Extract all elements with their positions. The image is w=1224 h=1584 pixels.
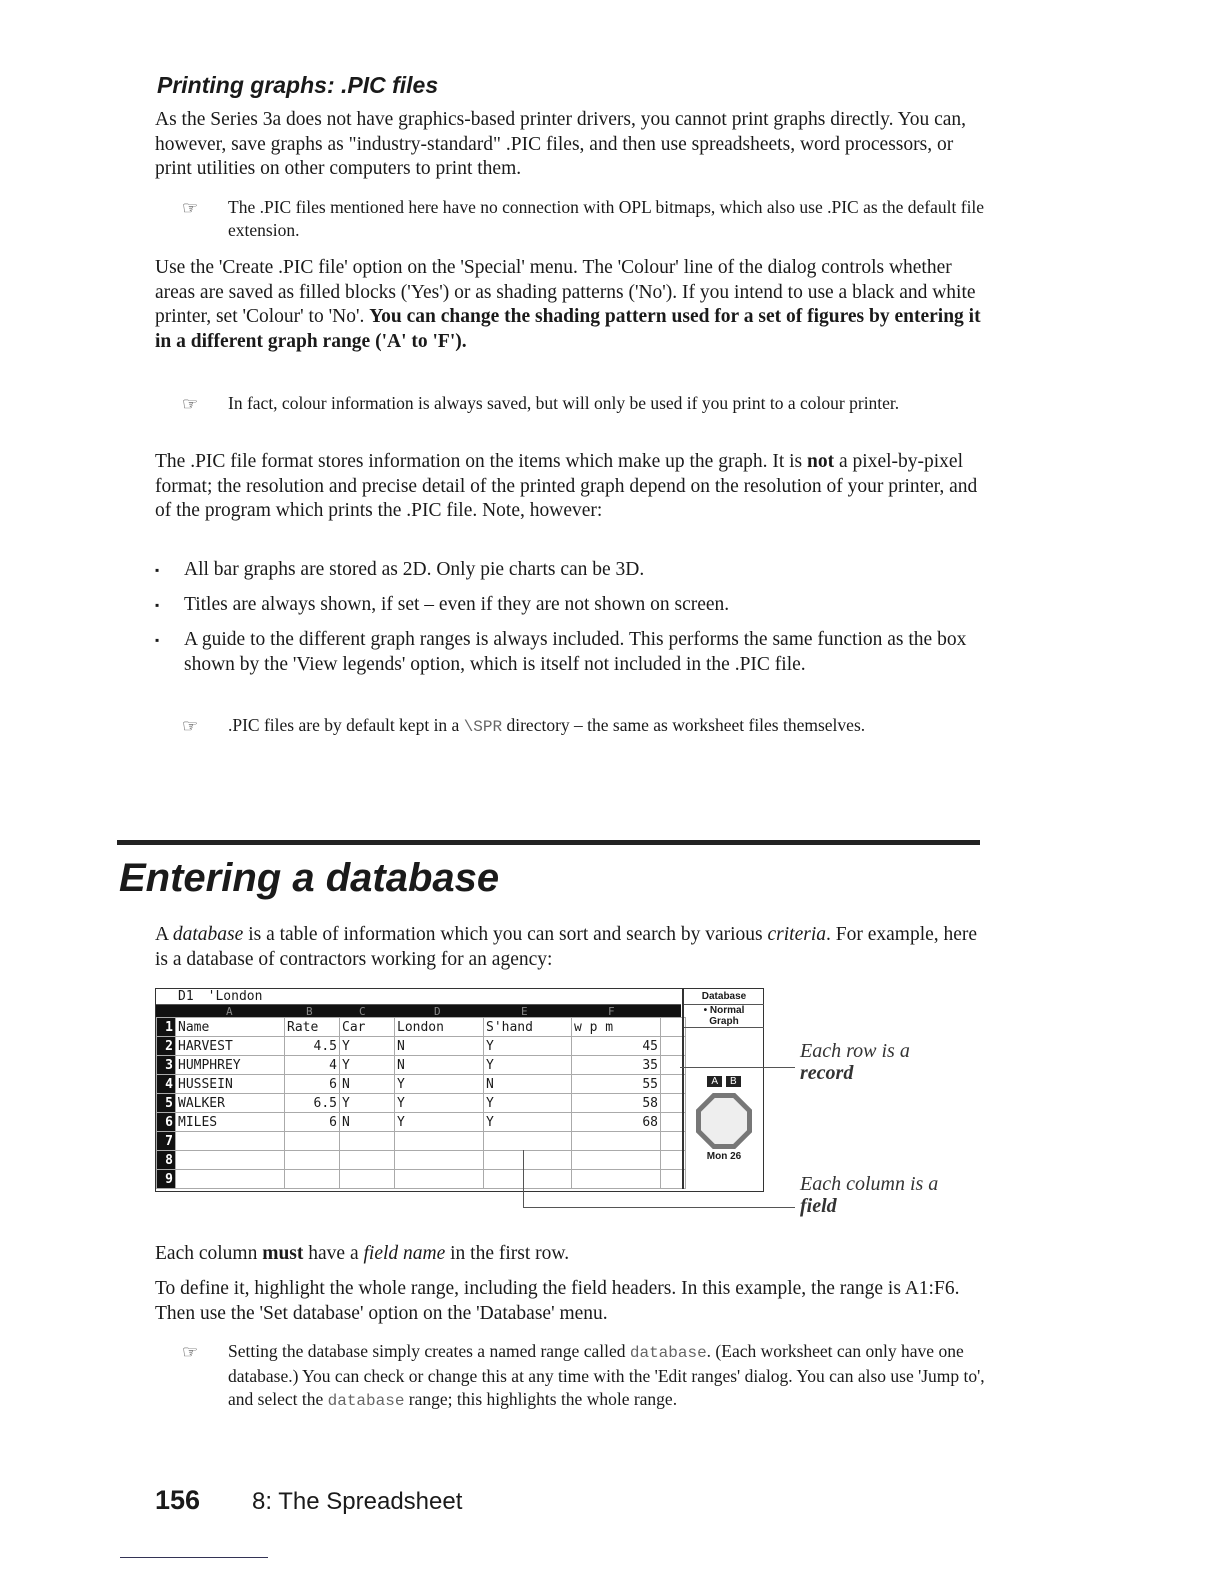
column-header: A xyxy=(226,1005,233,1018)
table-cell: Y xyxy=(340,1094,395,1113)
pointing-hand-icon: ☞ xyxy=(182,1342,199,1362)
table-cell: Y xyxy=(484,1056,572,1075)
text: .PIC files are by default kept in a xyxy=(228,715,464,735)
annotation-column xyxy=(800,1173,938,1217)
note xyxy=(182,196,988,242)
cell-value: 'London xyxy=(207,989,263,1004)
paragraph xyxy=(155,450,985,524)
date-display: Mon 26 xyxy=(706,1151,742,1162)
table-cell xyxy=(395,1170,484,1189)
table-cell: Y xyxy=(395,1113,484,1132)
italic-text: field name xyxy=(363,1243,446,1264)
table-cell xyxy=(285,1132,340,1151)
table-cell: 45 xyxy=(572,1037,661,1056)
table-cell: Name xyxy=(176,1018,285,1037)
clock-icon xyxy=(696,1093,752,1149)
spreadsheet-grid xyxy=(156,1017,686,1189)
table-cell: N xyxy=(395,1037,484,1056)
paragraph xyxy=(155,256,985,354)
text: The .PIC file format stores information on the items which make up the graph. It is xyxy=(155,451,808,472)
table-cell: w p m xyxy=(572,1018,661,1037)
table-cell: 35 xyxy=(572,1056,661,1075)
code-text: database xyxy=(327,1392,405,1410)
table-cell xyxy=(340,1151,395,1170)
indicator-b: B xyxy=(726,1076,741,1087)
table-cell: London xyxy=(395,1018,484,1037)
paragraph xyxy=(155,923,985,972)
table-cell: 55 xyxy=(572,1075,661,1094)
spreadsheet-screenshot xyxy=(155,988,764,1192)
table-cell: 68 xyxy=(572,1113,661,1132)
section-heading: Printing graphs: .PIC files xyxy=(157,72,439,98)
table-row xyxy=(157,1113,686,1132)
table-cell: Y xyxy=(395,1075,484,1094)
table-cell: Y xyxy=(395,1094,484,1113)
note xyxy=(182,1340,988,1413)
table-cell: 4.5 xyxy=(285,1037,340,1056)
cell-reference: D1 xyxy=(178,989,194,1004)
table-cell: S'hand xyxy=(484,1018,572,1037)
text: in the first row. xyxy=(445,1243,570,1264)
column-header: C xyxy=(359,1005,366,1018)
bullet-item: ▪ A guide to the different graph ranges is always included. This performs the same function as the box shown by the 'View legends' option, which is itself not included in the .PIC file. xyxy=(155,628,985,677)
pointing-hand-icon: ☞ xyxy=(182,198,199,218)
note-text: The .PIC files mentioned here have no connection with OPL bitmaps, which also use .PIC as the default file extension. xyxy=(228,197,985,240)
table-cell: N xyxy=(484,1075,572,1094)
table-cell xyxy=(572,1151,661,1170)
table-cell: WALKER xyxy=(176,1094,285,1113)
chapter-title: 8: The Spreadsheet xyxy=(252,1488,463,1515)
table-cell: Y xyxy=(484,1113,572,1132)
table-cell: 6 xyxy=(285,1113,340,1132)
bold-text: You can change the shading pattern used for a set of figures by entering it in a different graph range ('A' to 'F'). xyxy=(155,306,981,352)
annotation-row xyxy=(800,1040,910,1084)
table-cell: Rate xyxy=(285,1018,340,1037)
table-cell xyxy=(176,1132,285,1151)
row-number: 7 xyxy=(157,1132,176,1151)
bullet-item: ▪ Titles are always shown, if set – even if they are not shown on screen. xyxy=(155,593,985,618)
table-cell xyxy=(340,1170,395,1189)
italic-text: criteria xyxy=(767,924,826,945)
table-cell: N xyxy=(340,1075,395,1094)
text: range; this highlights the whole range. xyxy=(404,1389,678,1409)
text: . (Each worksheet can only have one database.) You can check or change this at any time with the 'Edit ranges' dialog. You can also use 'Jump to', and select the xyxy=(228,1341,985,1409)
row-number: 5 xyxy=(157,1094,176,1113)
table-cell: Car xyxy=(340,1018,395,1037)
text: field xyxy=(800,1195,837,1217)
table-cell: HUSSEIN xyxy=(176,1075,285,1094)
code-text: \SPR xyxy=(463,718,503,736)
row-number: 3 xyxy=(157,1056,176,1075)
column-header: F xyxy=(608,1005,615,1018)
indicator-a: A xyxy=(707,1076,722,1087)
paragraph: As the Series 3a does not have graphics-based printer drivers, you cannot print graphs directly. You can, however, save graphs as "industry-standard" .PIC files, and then use spreadsheets, word processors, or print utilities on other computers to print them. xyxy=(155,109,967,179)
table-cell: Y xyxy=(484,1094,572,1113)
table-cell xyxy=(340,1132,395,1151)
table-cell xyxy=(484,1132,572,1151)
paragraph: To define it, highlight the whole range, including the field headers. In this example, the range is A1:F6. Then use the 'Set database' option on the 'Database' menu. xyxy=(155,1278,960,1324)
column-header: B xyxy=(306,1005,313,1018)
cell-entry-bar xyxy=(156,989,681,1005)
paragraph xyxy=(155,1242,985,1267)
table-cell: Y xyxy=(340,1056,395,1075)
row-number: 2 xyxy=(157,1037,176,1056)
pointer-line xyxy=(680,1067,795,1068)
note-text: In fact, colour information is always saved, but will only be used if you print to a colour printer. xyxy=(228,393,900,413)
table-row xyxy=(157,1132,686,1151)
table-row xyxy=(157,1018,686,1037)
table-cell: Y xyxy=(340,1037,395,1056)
bullet-item: ▪ All bar graphs are stored as 2D. Only pie charts can be 3D. xyxy=(155,558,985,583)
bold-text: must xyxy=(262,1243,304,1264)
row-number: 8 xyxy=(157,1151,176,1170)
table-cell: 4 xyxy=(285,1056,340,1075)
text: record xyxy=(800,1062,854,1084)
text: Each column is a xyxy=(800,1173,939,1195)
chapter-heading: Entering a database xyxy=(119,856,500,900)
bold-text: not xyxy=(807,451,835,472)
text: Use the 'Create .PIC file' option on the 'Special' menu. The 'Colour' line of the dialog controls whether areas are saved as filled blocks ('Yes') or as shading patterns ('No'). If you intend to use a black and white printer, set 'Colour' to 'No'. xyxy=(155,257,976,327)
table-row xyxy=(157,1037,686,1056)
table-row xyxy=(157,1151,686,1170)
table-cell xyxy=(484,1170,572,1189)
table-cell: HUMPHREY xyxy=(176,1056,285,1075)
table-cell: 58 xyxy=(572,1094,661,1113)
text: directory – the same as worksheet files themselves. xyxy=(502,715,866,735)
table-cell xyxy=(395,1151,484,1170)
table-row xyxy=(157,1094,686,1113)
page-number: 156 xyxy=(155,1485,201,1515)
table-cell xyxy=(285,1170,340,1189)
section-divider xyxy=(117,840,980,845)
text: Each column xyxy=(155,1243,263,1264)
column-header: E xyxy=(521,1005,528,1018)
table-cell: N xyxy=(395,1056,484,1075)
pointer-line xyxy=(523,1150,524,1208)
table-cell: 6 xyxy=(285,1075,340,1094)
row-number: 9 xyxy=(157,1170,176,1189)
column-headers xyxy=(156,1005,681,1017)
text: Each row is a xyxy=(800,1040,910,1062)
pointing-hand-icon: ☞ xyxy=(182,716,199,736)
note xyxy=(182,392,988,415)
text: a pixel-by-pixel format; the resolution and precise detail of the printed graph depend on the resolution of your printer, and of the program which prints the .PIC file. Note, however: xyxy=(155,451,978,521)
table-cell xyxy=(572,1132,661,1151)
column-header: D xyxy=(434,1005,441,1018)
table-cell: Y xyxy=(484,1037,572,1056)
italic-text: database xyxy=(172,924,244,945)
text: Setting the database simply creates a named range called xyxy=(228,1341,630,1361)
table-cell xyxy=(176,1151,285,1170)
pointer-line xyxy=(523,1207,795,1208)
note xyxy=(182,714,988,739)
table-cell xyxy=(395,1132,484,1151)
row-number: 1 xyxy=(157,1018,176,1037)
text: A xyxy=(155,924,173,945)
footer-line xyxy=(120,1557,268,1558)
table-cell: MILES xyxy=(176,1113,285,1132)
row-number: 4 xyxy=(157,1075,176,1094)
table-cell: N xyxy=(340,1113,395,1132)
table-cell xyxy=(572,1170,661,1189)
table-row xyxy=(157,1170,686,1189)
code-text: database xyxy=(629,1344,707,1362)
table-cell: HARVEST xyxy=(176,1037,285,1056)
status-panel xyxy=(682,989,764,1189)
pointing-hand-icon: ☞ xyxy=(182,394,199,414)
table-cell xyxy=(176,1170,285,1189)
row-number: 6 xyxy=(157,1113,176,1132)
table-cell: 6.5 xyxy=(285,1094,340,1113)
mode-option: • Normal xyxy=(703,1005,745,1016)
text: . For example, here is a database of contractors working for an agency: xyxy=(155,924,978,970)
table-row xyxy=(157,1056,686,1075)
text: have a xyxy=(303,1243,364,1264)
text: is a table of information which you can sort and search by various xyxy=(243,924,768,945)
mode-option: Graph xyxy=(684,1016,764,1028)
table-row xyxy=(157,1075,686,1094)
table-cell xyxy=(285,1151,340,1170)
menu-title: Database xyxy=(684,989,764,1005)
table-cell xyxy=(484,1151,572,1170)
